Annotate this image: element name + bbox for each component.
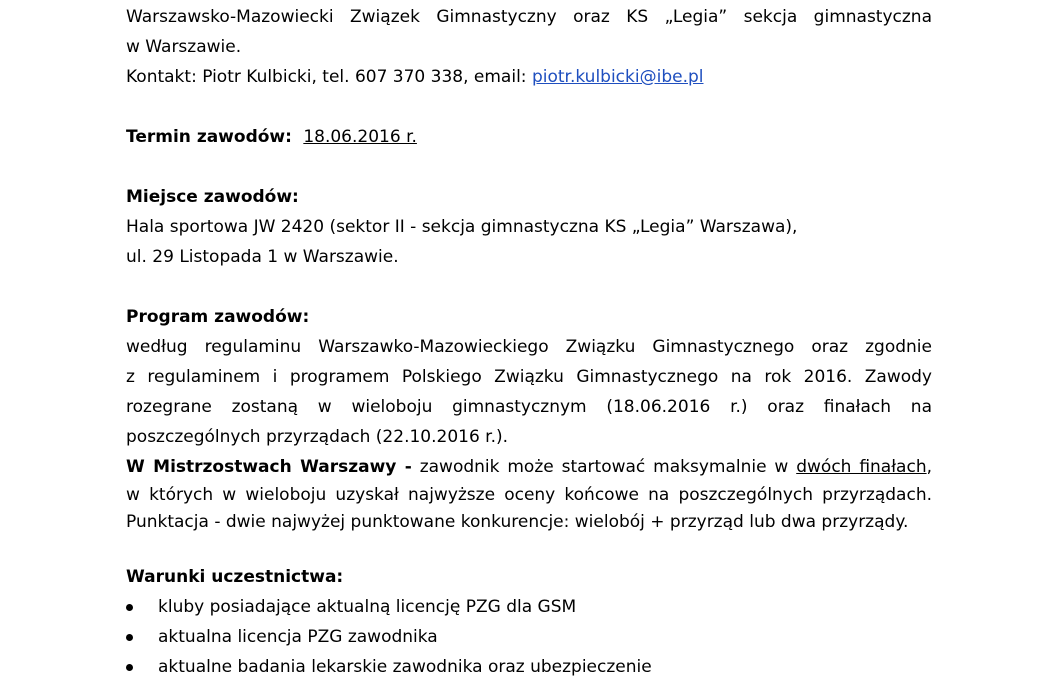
list-item xyxy=(126,652,932,682)
program-line-7: Punktacja - dwie najwyżej punktowane konkurencje: wielobój + przyrząd lub dwa przyrządy. xyxy=(126,512,909,532)
championship-line xyxy=(126,452,932,482)
organizer-line-1: Warszawsko-Mazowiecki Związek Gimnastyczny oraz KS „Legia” sekcja gimnastyczna xyxy=(126,7,932,27)
bullet-icon xyxy=(126,604,133,611)
venue-label: Miejsce zawodów: xyxy=(126,187,299,207)
condition-item-1: kluby posiadające aktualną licencję PZG dla GSM xyxy=(158,597,577,617)
venue-line-2: ul. 29 Listopada 1 w Warszawie. xyxy=(126,247,399,267)
program-label: Program zawodów: xyxy=(126,307,310,327)
condition-item-3: aktualne badania lekarskie zawodnika oraz ubezpieczenie xyxy=(158,657,652,677)
venue-line-1: Hala sportowa JW 2420 (sektor II - sekcja gimnastyczna KS „Legia” Warszawa), xyxy=(126,217,798,237)
bullet-icon xyxy=(126,664,133,671)
condition-item-2: aktualna licencja PZG zawodnika xyxy=(158,627,438,647)
program-line-4: poszczególnych przyrządach (22.10.2016 r.). xyxy=(126,427,509,447)
contact-text: Kontakt: Piotr Kulbicki, tel. 607 370 338, email: xyxy=(126,67,532,87)
list-item xyxy=(126,592,932,622)
two-finals-text: dwóch finałach xyxy=(796,457,927,477)
program-line-6: w których w wieloboju uzyskał najwyższe oceny końcowe na poszczególnych przyrządach. xyxy=(126,485,932,505)
program-line-1: według regulaminu Warszawko-Mazowieckiego Związku Gimnastycznego oraz zgodnie xyxy=(126,337,932,357)
contact-email-link[interactable]: piotr.kulbicki@ibe.pl xyxy=(531,67,704,87)
date-line xyxy=(126,122,417,152)
organizer-line-2: w Warszawie. xyxy=(126,37,242,57)
championship-text: zawodnik może startować maksymalnie w xyxy=(411,457,797,477)
list-item xyxy=(126,622,932,652)
program-line-2: z regulaminem i programem Polskiego Związku Gimnastycznego na rok 2016. Zawody xyxy=(126,367,932,387)
date-label: Termin zawodów: xyxy=(126,127,292,147)
program-line-3: rozegrane zostaną w wieloboju gimnastycznym (18.06.2016 r.) oraz finałach na xyxy=(126,397,932,417)
championship-label: W Mistrzostwach Warszawy - xyxy=(126,457,412,477)
conditions-label: Warunki uczestnictwa: xyxy=(126,567,344,587)
championship-comma: , xyxy=(926,457,932,477)
bullet-icon xyxy=(126,634,133,641)
contact-line xyxy=(126,62,704,92)
date-value: 18.06.2016 r. xyxy=(303,127,417,147)
